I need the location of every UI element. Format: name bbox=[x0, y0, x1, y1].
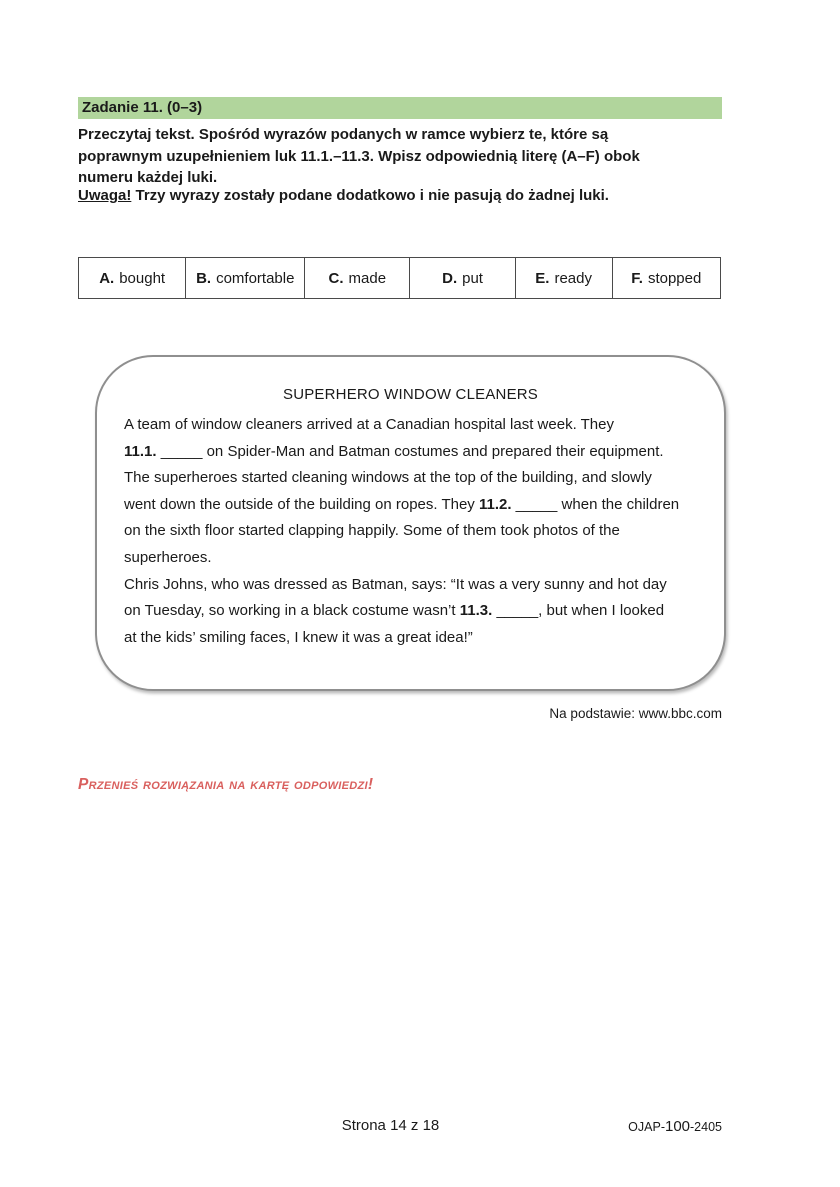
footer-page-number: Strona 14 z 18 bbox=[341, 1117, 440, 1134]
passage-title: SUPERHERO WINDOW CLEANERS bbox=[282, 386, 539, 403]
word-bank-letter: F. bbox=[631, 269, 643, 287]
footer-code-part-1: OJAP- bbox=[628, 1120, 665, 1134]
passage-box bbox=[95, 355, 726, 691]
task-note bbox=[78, 185, 742, 207]
word-bank-cell-e bbox=[516, 258, 613, 298]
footer-code-part-3: -2405 bbox=[690, 1120, 722, 1134]
source-note: Na podstawie: www.bbc.com bbox=[549, 706, 722, 721]
instruction-line: Przeczytaj tekst. Spośród wyrazów podanych w ramce wybierz te, które są bbox=[78, 126, 609, 143]
word-bank-cell-d bbox=[410, 258, 515, 298]
passage-line: on Tuesday, so working in a black costume wasn’t 11.3. _____, but when I looked bbox=[124, 602, 665, 620]
word-bank-letter: A. bbox=[99, 269, 115, 287]
word-bank-word: made bbox=[348, 269, 387, 287]
passage-line: Chris Johns, who was dressed as Batman, says: “It was a very sunny and hot day bbox=[124, 575, 667, 593]
word-bank-word: stopped bbox=[647, 269, 702, 287]
word-bank-cell-a bbox=[79, 258, 186, 298]
word-bank-word: bought bbox=[119, 269, 166, 287]
passage-line: on the sixth floor started clapping happily. Some of them took photos of the bbox=[124, 522, 620, 540]
instruction-line: poprawnym uzupełnieniem luk 11.1.–11.3. Wpisz odpowiednią literę (A–F) obok bbox=[78, 147, 640, 165]
footer-document-code bbox=[422, 1118, 722, 1135]
passage-line: at the kids’ smiling faces, I knew it was a great idea!” bbox=[124, 628, 473, 646]
passage-line: went down the outside of the building on ropes. They 11.2. _____ when the children bbox=[124, 495, 680, 513]
task-header-bar bbox=[78, 97, 722, 119]
task-title: Zadanie 11. (0–3) bbox=[82, 99, 203, 116]
passage-body bbox=[124, 412, 702, 651]
word-bank-letter: E. bbox=[535, 269, 550, 287]
word-bank-word: ready bbox=[554, 269, 592, 287]
task-instructions bbox=[78, 124, 742, 189]
instruction-line: numeru każdej luki. bbox=[78, 169, 218, 186]
passage-line: 11.1. _____ on Spider-Man and Batman costumes and prepared their equipment. bbox=[124, 442, 664, 460]
transfer-note: Przenieś rozwiązania na kartę odpowiedzi! bbox=[78, 776, 374, 793]
passage-line: A team of window cleaners arrived at a Canadian hospital last week. They bbox=[124, 416, 614, 433]
word-bank-cell-c bbox=[305, 258, 410, 298]
word-bank-letter: C. bbox=[328, 269, 344, 287]
note-rest: Trzy wyrazy zostały podane dodatkowo i nie pasują do żadnej luki. bbox=[131, 187, 609, 204]
word-bank-table bbox=[78, 257, 721, 299]
word-bank-word: put bbox=[462, 269, 483, 287]
word-bank-word: comfortable bbox=[216, 269, 295, 287]
footer-code-part-2: 100 bbox=[664, 1118, 691, 1135]
passage-line: The superheroes started cleaning windows at the top of the building, and slowly bbox=[124, 469, 652, 487]
note-prefix: Uwaga! bbox=[78, 187, 132, 204]
word-bank-cell-f bbox=[613, 258, 720, 298]
word-bank-letter: B. bbox=[196, 269, 212, 287]
word-bank-letter: D. bbox=[442, 269, 458, 287]
passage-line: superheroes. bbox=[124, 548, 212, 566]
word-bank-cell-b bbox=[186, 258, 305, 298]
